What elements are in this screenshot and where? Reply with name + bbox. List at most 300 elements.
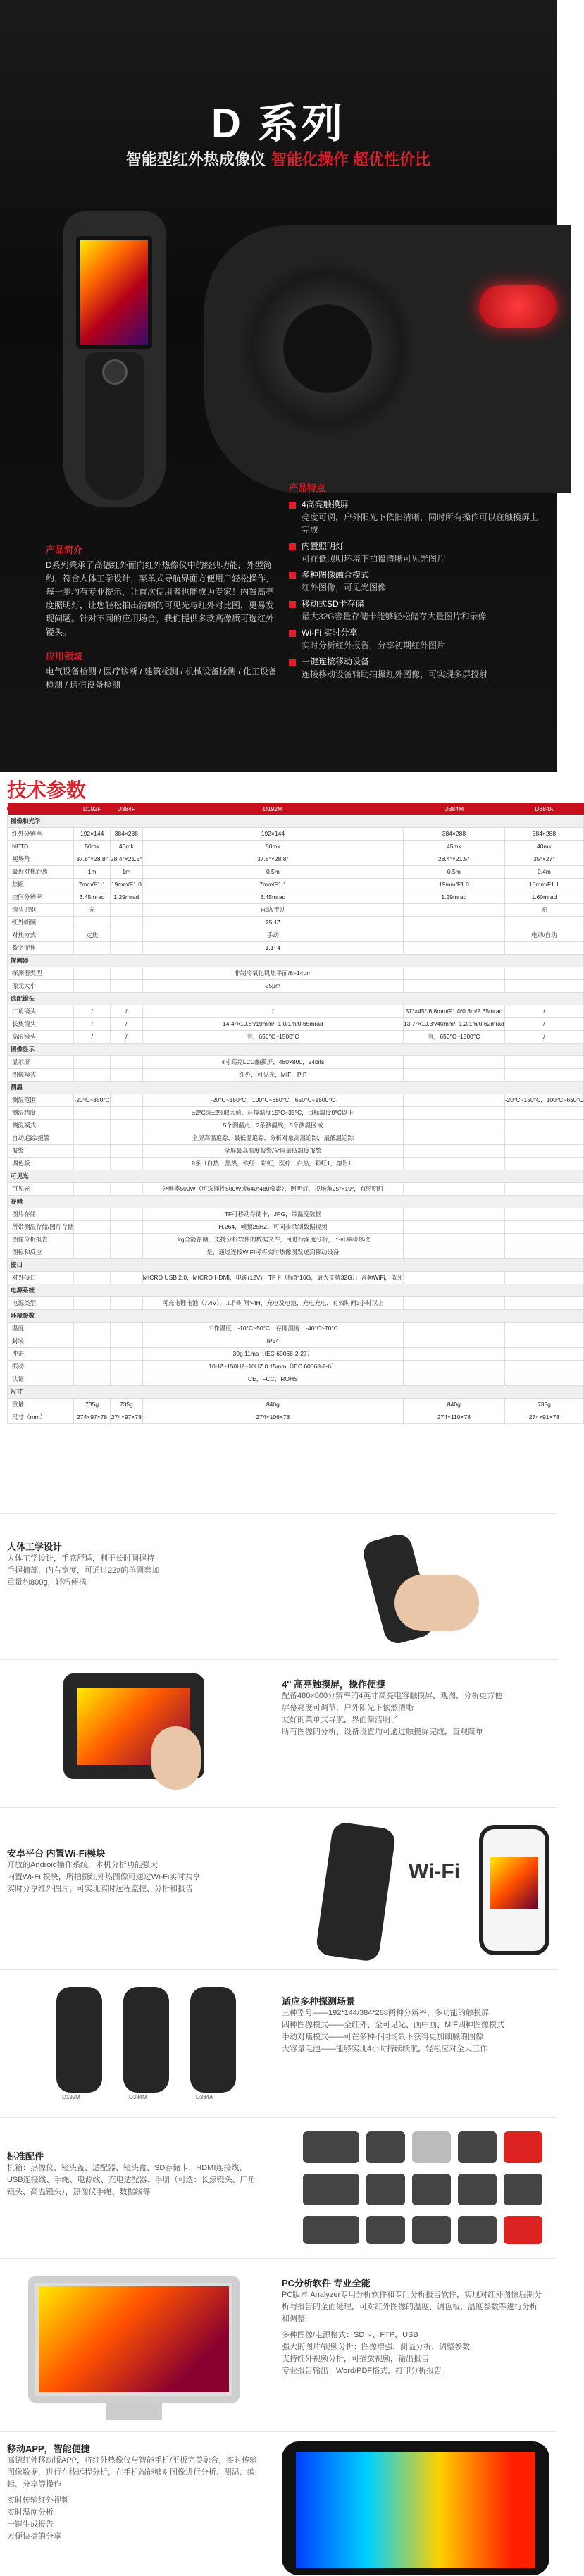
software-section	[0, 2262, 557, 2424]
spec-cell	[74, 1208, 111, 1220]
feature-head: 4高亮触摸屏	[302, 500, 349, 509]
spec-section-label: 电源系统	[8, 1284, 584, 1296]
spec-cell: -20°C~150°C，100°C~650°C，650°C~1500°C	[142, 1094, 403, 1106]
software-line: 支持红外视频分析，可播放视频，输出报告	[282, 2355, 429, 2363]
accessory-image	[303, 2131, 359, 2163]
spec-cell: 840g	[142, 1398, 403, 1411]
spec-col-header: D384F	[110, 803, 142, 815]
spec-cell	[504, 1246, 583, 1258]
spec-row-label: 最近对焦距离	[8, 865, 74, 878]
spec-cell: 192×144	[142, 827, 403, 840]
feature-head: 移动式SD卡存储	[302, 599, 364, 609]
feature-desc: 可在低照明环境下拍摄清晰可见光图片	[302, 554, 446, 564]
spec-row	[8, 878, 584, 891]
spec-row	[8, 967, 584, 979]
spec-row	[8, 929, 584, 941]
wifi-label: Wi-Fi	[409, 1860, 461, 1883]
app-section	[0, 2434, 557, 2575]
spec-cell: IP54	[142, 1335, 403, 1347]
accessory-image	[303, 2216, 359, 2244]
spec-row	[8, 1017, 584, 1030]
section-divider	[0, 1659, 557, 1660]
spec-cell: CE，FCC，ROHS	[142, 1373, 403, 1385]
spec-row-label: 认证	[8, 1373, 74, 1385]
spec-row-label: 视场角	[8, 853, 74, 865]
bullet-icon	[289, 572, 296, 579]
spec-cell: 可充电锂电池（7.4V），工作时间>4H，充电及电池，充电充电，有效时间3小时以上	[142, 1296, 403, 1309]
spec-row-label: 广角镜头	[8, 1005, 74, 1017]
spec-section-row	[8, 1081, 584, 1094]
spec-row-label: 空间分辨率	[8, 891, 74, 903]
section-divider	[0, 2431, 557, 2432]
spec-cell	[110, 1106, 142, 1119]
spec-row	[8, 865, 584, 878]
spec-cell	[504, 1119, 583, 1132]
spec-cell: 1.60mrad	[504, 891, 583, 903]
spec-row-label: 重量	[8, 1398, 74, 1411]
spec-cell	[404, 1322, 505, 1335]
spec-cell	[504, 1220, 583, 1233]
spec-cell	[404, 1157, 505, 1170]
spec-cell: 37.8°×28.8°	[142, 853, 403, 865]
spec-row	[8, 1119, 584, 1132]
spec-row-label: 探测器类型	[8, 967, 74, 979]
models-line: 三种型号——192*144/384*288两种分辨率，多功能的触摸屏	[282, 2009, 490, 2017]
spec-row	[8, 1182, 584, 1195]
feature-item	[289, 569, 542, 594]
spec-section-label: 选配镜头	[8, 992, 584, 1005]
model-image	[56, 1987, 102, 2093]
feature-list	[289, 481, 542, 684]
ergonomics-line: 重量约800g，轻巧便携	[7, 1578, 87, 1587]
models-title: 适应多种探测场景	[282, 1996, 356, 2007]
spec-cell: 4寸高亮LCD触摸屏，480×800，24bits	[142, 1055, 403, 1068]
spec-cell: 37.8°×28.8°	[74, 853, 111, 865]
spec-col-header: D192F	[74, 803, 111, 815]
spec-cell	[110, 1220, 142, 1233]
spec-cell	[404, 1220, 505, 1233]
accessories-text: 机箱：热像仪、镜头盖、适配器、镜头盒、SD存储卡、HDMI连接线、USB连接线、手绳、电源线、充电适配器、手册（可选：长焦镜头、广角镜头、高温镜头），热像仪手绳、数据线等	[7, 2164, 256, 2196]
spec-col-header	[8, 803, 74, 815]
app-title: 移动APP，智能便捷	[7, 2444, 90, 2454]
spec-cell: 非制冷氧化钒焦平面/8~14μm	[142, 967, 403, 979]
spec-cell	[504, 1233, 583, 1246]
spec-cell	[110, 979, 142, 992]
spec-cell: 57°×45°/6.8mm/F1.0/0.3m/2.65mrad	[404, 1005, 505, 1017]
spec-cell: 红外，可见光，MIF，PIP	[142, 1068, 403, 1081]
touchscreen-section	[0, 1663, 557, 1783]
spec-cell	[504, 979, 583, 992]
spec-section-label: 测温	[8, 1081, 584, 1094]
spec-cell	[504, 1322, 583, 1335]
feature-item	[289, 655, 542, 681]
spec-cell: 274×106×78	[142, 1411, 403, 1423]
spec-cell	[110, 1271, 142, 1284]
app-line: 一键生成报告	[7, 2520, 54, 2529]
spec-cell	[504, 1157, 583, 1170]
accessory-image	[458, 2216, 497, 2244]
spec-cell	[404, 1360, 505, 1373]
spec-cell	[404, 903, 505, 916]
touchscreen-line: 友好的菜单式导航，界面简洁明了	[282, 1716, 398, 1724]
spec-row	[8, 1335, 584, 1347]
spec-cell: 全屏高温追踪，最低温追踪，分析对象高温追踪，最低温追踪	[142, 1132, 403, 1144]
accessory-image	[412, 2216, 451, 2244]
feature-desc: 红外图像，可见光图像	[302, 583, 387, 593]
spec-cell: /	[74, 1030, 111, 1043]
models-line: 手动对焦模式——可在多种不同场景下获得更加细腻的图像	[282, 2033, 483, 2041]
spec-section-row	[8, 1284, 584, 1296]
spec-cell: 10HZ~150HZ~10HZ 0.15mm（IEC 60068-2-6）	[142, 1360, 403, 1373]
spec-cell	[110, 1068, 142, 1081]
spec-cell: 28.4°×21.5°	[404, 853, 505, 865]
spec-cell: -20°C~150°C，100°C~650°C	[504, 1094, 583, 1106]
spec-cell: 384×288	[504, 827, 583, 840]
accessory-image	[504, 2131, 542, 2163]
spec-section-label: 图像显示	[8, 1043, 584, 1055]
spec-cell: 35°×27°	[504, 853, 583, 865]
spec-cell	[110, 916, 142, 929]
spec-row-label: 显示屏	[8, 1055, 74, 1068]
spec-cell	[504, 916, 583, 929]
spec-cell	[404, 1119, 505, 1132]
spec-cell	[404, 1132, 505, 1144]
spec-cell: 是，通过连接WIFI可将实时热像图发送到移动设备	[142, 1246, 403, 1258]
spec-cell	[74, 916, 111, 929]
spec-cell: 有，650°C~1500°C	[404, 1030, 505, 1043]
spec-section-label: 尺寸	[8, 1385, 584, 1398]
spec-cell	[404, 979, 505, 992]
spec-row-label: 红外帧频	[8, 916, 74, 929]
wifi-section	[0, 1818, 557, 1959]
camera-screen-image	[76, 236, 152, 349]
spec-row	[8, 1322, 584, 1335]
spec-row	[8, 979, 584, 992]
spec-cell: 自动/手动	[142, 903, 403, 916]
spec-cell	[74, 1220, 111, 1233]
spec-cell	[110, 1132, 142, 1144]
app-screen-image	[296, 2452, 535, 2568]
imac-stand-image	[106, 2403, 162, 2420]
spec-cell	[404, 1246, 505, 1258]
spec-row-label: 镜头识别	[8, 903, 74, 916]
feature-item	[289, 540, 542, 565]
spec-cell: 19mm/F1.0	[110, 878, 142, 891]
spec-cell	[404, 1055, 505, 1068]
spec-cell: /	[142, 1005, 403, 1017]
spec-cell: 735g	[110, 1398, 142, 1411]
spec-cell: 19mm/F1.0	[404, 878, 505, 891]
spec-cell: /	[504, 1005, 583, 1017]
section-divider	[0, 1807, 557, 1808]
accessory-image	[303, 2174, 359, 2205]
spec-cell	[110, 1144, 142, 1157]
spec-cell: /	[74, 1005, 111, 1017]
section-divider	[0, 2117, 557, 2118]
spec-cell	[404, 941, 505, 954]
spec-cell: /	[110, 1017, 142, 1030]
spec-cell: 5个测温点，2条测温线，5个测温区域	[142, 1119, 403, 1132]
spec-row-label: 测温模式	[8, 1119, 74, 1132]
spec-cell: 274×110×78	[404, 1411, 505, 1423]
spec-row	[8, 916, 584, 929]
model-name: D192M	[62, 2094, 80, 2100]
spec-cell	[74, 1246, 111, 1258]
spec-cell	[74, 1322, 111, 1335]
software-line: 多种图像/电源格式：SD卡、FTP、USB	[282, 2331, 418, 2339]
spec-cell	[504, 1055, 583, 1068]
spec-cell	[110, 1246, 142, 1258]
spec-cell	[404, 1208, 505, 1220]
spec-row	[8, 1144, 584, 1157]
spec-cell	[74, 1360, 111, 1373]
spec-row	[8, 1347, 584, 1360]
spec-row	[8, 1208, 584, 1220]
spec-cell	[74, 1055, 111, 1068]
spec-cell	[404, 1144, 505, 1157]
spec-row	[8, 1360, 584, 1373]
spec-row	[8, 1398, 584, 1411]
spec-row	[8, 1068, 584, 1081]
spec-cell	[74, 979, 111, 992]
wifi-line: 实时分享红外图片，可实现实时远程监控、分析和报告	[7, 1885, 193, 1893]
phone-screen-image	[490, 1857, 538, 1909]
spec-section-label: 探测器	[8, 954, 584, 967]
spec-cell	[504, 1360, 583, 1373]
bullet-icon	[289, 601, 296, 608]
spec-row	[8, 891, 584, 903]
spec-cell: 25μm	[142, 979, 403, 992]
spec-row	[8, 1030, 584, 1043]
spec-row-label: 调色板	[8, 1157, 74, 1170]
spec-cell	[404, 1106, 505, 1119]
wifi-line: 内置Wi-Fi 模块，所拍摄红外热图像可通过Wi-Fi实时共享	[7, 1873, 201, 1881]
spec-cell: 384×288	[404, 827, 505, 840]
spec-row-label: 尺寸（mm）	[8, 1411, 74, 1423]
wifi-line: 开放的Android操作系统，本机分析功能强大	[7, 1861, 158, 1869]
spec-cell	[110, 1119, 142, 1132]
spec-cell: 7mm/F1.1	[74, 878, 111, 891]
spec-row	[8, 1005, 584, 1017]
spec-cell: 有，650°C~1500°C	[142, 1030, 403, 1043]
bullet-icon	[289, 659, 296, 666]
hero-subtitle	[0, 148, 557, 170]
spec-cell	[504, 1144, 583, 1157]
spec-cell: 45mk	[110, 840, 142, 853]
feature-desc: 连接移动设备辅助拍摄红外图像，可实现多屏投射	[302, 669, 488, 679]
spec-cell: 30g 11ms（IEC 60068-2-27）	[142, 1347, 403, 1360]
spec-row	[8, 1246, 584, 1258]
spec-cell: .irg全能存储，支持分析软件的数据文件，可进行深度分析，不可移动修改	[142, 1233, 403, 1246]
spec-row-label: 所带测温存储/图片存储	[8, 1220, 74, 1233]
spec-row-label: 测温范围	[8, 1094, 74, 1106]
touchscreen-line: 屏幕亮度可调节，户外阳光下依然清晰	[282, 1704, 414, 1712]
spec-cell	[74, 1182, 111, 1195]
spec-section-row	[8, 1043, 584, 1055]
spec-cell	[504, 1347, 583, 1360]
spec-cell: 工作温度：-10°C~50°C，存储温度：-40°C~70°C	[142, 1322, 403, 1335]
spec-cell: 50mk	[74, 840, 111, 853]
spec-cell	[504, 967, 583, 979]
spec-cell: /	[504, 1030, 583, 1043]
spec-row	[8, 827, 584, 840]
spec-cell	[110, 929, 142, 941]
spec-cell	[404, 916, 505, 929]
spec-row	[8, 1373, 584, 1385]
spec-header-row	[8, 803, 584, 815]
camera-trigger-image	[479, 285, 557, 328]
spec-row-label: 图像分析报告	[8, 1233, 74, 1246]
ergonomics-section	[0, 1532, 557, 1638]
spec-cell: 28.4°×21.5°	[110, 853, 142, 865]
spec-row	[8, 1220, 584, 1233]
spec-row	[8, 1296, 584, 1309]
spec-cell: 1.29mrad	[110, 891, 142, 903]
spec-section-row	[8, 1258, 584, 1271]
spec-section-label: 图像和光学	[8, 815, 584, 827]
spec-cell: 192×144	[74, 827, 111, 840]
spec-row	[8, 1055, 584, 1068]
spec-cell	[110, 1322, 142, 1335]
spec-cell: 384×288	[110, 827, 142, 840]
spec-section-label: 接口	[8, 1258, 584, 1271]
app-intro: 高德红外移动版APP，将红外热像仪与智能手机/平板完美融合，实时传输图像数据，进行在线远程分析，在手机端能够对图像进行分析、测温、编辑、分享等操作	[7, 2456, 258, 2489]
spec-row-label: 长焦镜头	[8, 1017, 74, 1030]
accessory-image	[412, 2131, 451, 2163]
ergonomics-line: 手握摘部，内右宽度，可通过22#的单圆套加	[7, 1566, 160, 1575]
spec-row-label: 温度	[8, 1322, 74, 1335]
spec-cell	[110, 1055, 142, 1068]
spec-cell: /	[110, 1005, 142, 1017]
accessory-image	[366, 2216, 405, 2244]
app-line: 方便快捷的分享	[7, 2532, 61, 2541]
spec-cell: 14.4°×10.8°/19mm/F1.0/1m/0.65mrad	[142, 1017, 403, 1030]
spec-cell	[504, 1335, 583, 1347]
accessory-image	[458, 2131, 497, 2163]
spec-cell: 3.45mrad	[142, 891, 403, 903]
spec-cell: 无	[74, 903, 111, 916]
spec-cell	[504, 1106, 583, 1119]
intro-title: 产品简介	[46, 545, 83, 555]
spec-row-label: 数字变焦	[8, 941, 74, 954]
spec-cell: /	[110, 1030, 142, 1043]
spec-cell	[74, 1373, 111, 1385]
app-line: 实时传输红外视频	[7, 2496, 69, 2505]
spec-cell	[74, 967, 111, 979]
spec-cell	[404, 1233, 505, 1246]
spec-section-row	[8, 1309, 584, 1322]
spec-cell	[74, 1106, 111, 1119]
software-screen-image	[39, 2286, 229, 2392]
spec-cell	[74, 1233, 111, 1246]
spec-section-row	[8, 1385, 584, 1398]
spec-cell	[110, 1182, 142, 1195]
spec-cell	[110, 1335, 142, 1347]
spec-cell: 735g	[504, 1398, 583, 1411]
software-title: PC分析软件 专业全能	[282, 2278, 371, 2289]
camera-lens-image	[240, 261, 416, 437]
accessory-image	[504, 2216, 542, 2244]
spec-row	[8, 941, 584, 954]
model-name: D384M	[129, 2094, 147, 2100]
spec-cell	[74, 1157, 111, 1170]
feature-desc: 亮度可调，户外阳光下依旧清晰，同时所有操作可以在触摸屏上完成	[302, 512, 539, 535]
accessory-image	[366, 2131, 405, 2163]
spec-section-label: 环境参数	[8, 1309, 584, 1322]
spec-cell: 8条（白热，黑热，铁红，彩虹，医疗，白热，彩虹1，熔岩）	[142, 1157, 403, 1170]
spec-cell: 定焦	[74, 929, 111, 941]
spec-row-label: 高温镜头	[8, 1030, 74, 1043]
spec-cell	[404, 1094, 505, 1106]
section-divider	[0, 1513, 557, 1514]
spec-row	[8, 1157, 584, 1170]
spec-cell	[74, 1296, 111, 1309]
spec-row	[8, 1271, 584, 1284]
spec-cell: /	[504, 1017, 583, 1030]
accessory-image	[504, 2174, 542, 2205]
spec-section-row	[8, 954, 584, 967]
spec-cell: ±2°C或±2%取大值，环境温度15°C~35°C，目标温度0°C以上	[142, 1106, 403, 1119]
spec-cell: 45mk	[404, 840, 505, 853]
accessories-section	[0, 2121, 557, 2248]
spec-cell	[504, 941, 583, 954]
spec-cell	[504, 1208, 583, 1220]
hand-image	[394, 1575, 479, 1631]
hero-subtitle-white: 智能型红外热成像仪	[125, 151, 266, 168]
spec-cell: 735g	[74, 1398, 111, 1411]
spec-cell	[74, 1271, 111, 1284]
spec-body	[8, 815, 584, 1423]
spec-cell: MICRO USB 2.0，MICRO HDMI，电源(12V)，TF卡（标配16G，最大支持32G）；音频WiFi，蓝牙	[142, 1271, 403, 1284]
finger-image	[151, 1726, 201, 1790]
spec-cell	[404, 929, 505, 941]
spec-cell	[110, 1233, 142, 1246]
spec-cell: 1m	[74, 865, 111, 878]
bullet-icon	[289, 630, 296, 637]
spec-row-label: 像元大小	[8, 979, 74, 992]
spec-cell: 0.5m	[404, 865, 505, 878]
hero-subtitle-red: 智能化操作 超优性价比	[271, 151, 431, 168]
spec-cell: 1.1~4	[142, 941, 403, 954]
intro-text: D系列秉承了高德红外面向红外热像仪中的经典功能，外型简约，符合人体工学设计，菜单式导航界面方便用户轻松操作，每一步均有专业提示，让首次使用者也能成为专家！内置高亮度照明灯，让您轻松拍出清晰的可见光与红外对比图，更易发现问题。针对不同的应用场合，我们提供多款高像质可选红外镜头。	[46, 560, 275, 637]
touchscreen-title: 4'' 高亮触摸屏，操作便捷	[282, 1679, 386, 1690]
spec-cell	[404, 1271, 505, 1284]
spec-section-label: 可见光	[8, 1170, 584, 1182]
spec-row-label: 冲击	[8, 1347, 74, 1360]
section-divider	[0, 1969, 557, 1970]
camera-wifi-image	[315, 1821, 397, 1963]
spec-cell	[74, 1144, 111, 1157]
section-divider	[0, 2258, 557, 2259]
spec-row	[8, 840, 584, 853]
spec-cell: 40mk	[504, 840, 583, 853]
model-name: D384A	[196, 2094, 213, 2100]
spec-row-label: 图标和反应	[8, 1246, 74, 1258]
feature-desc: 实时分析红外报告，分享初期红外图片	[302, 640, 446, 650]
feature-item	[289, 498, 542, 536]
touchscreen-line: 所有图像的分析、设备设置均可通过触摸屏完成，直观简单	[282, 1728, 483, 1736]
spec-section-row	[8, 1170, 584, 1182]
spec-cell: 全屏最高温度报警/全屏最低温度报警	[142, 1144, 403, 1157]
model-image	[190, 1987, 236, 2093]
spec-cell: 分辨率500W（可选择性500W或640*480像素），照明灯，视场角25°×19°，有照明灯	[142, 1182, 403, 1195]
model-image	[123, 1987, 169, 2093]
spec-cell	[404, 1068, 505, 1081]
spec-cell	[404, 1373, 505, 1385]
spec-cell	[504, 1296, 583, 1309]
spec-cell	[404, 1335, 505, 1347]
spec-row-label: 图像模式	[8, 1068, 74, 1081]
